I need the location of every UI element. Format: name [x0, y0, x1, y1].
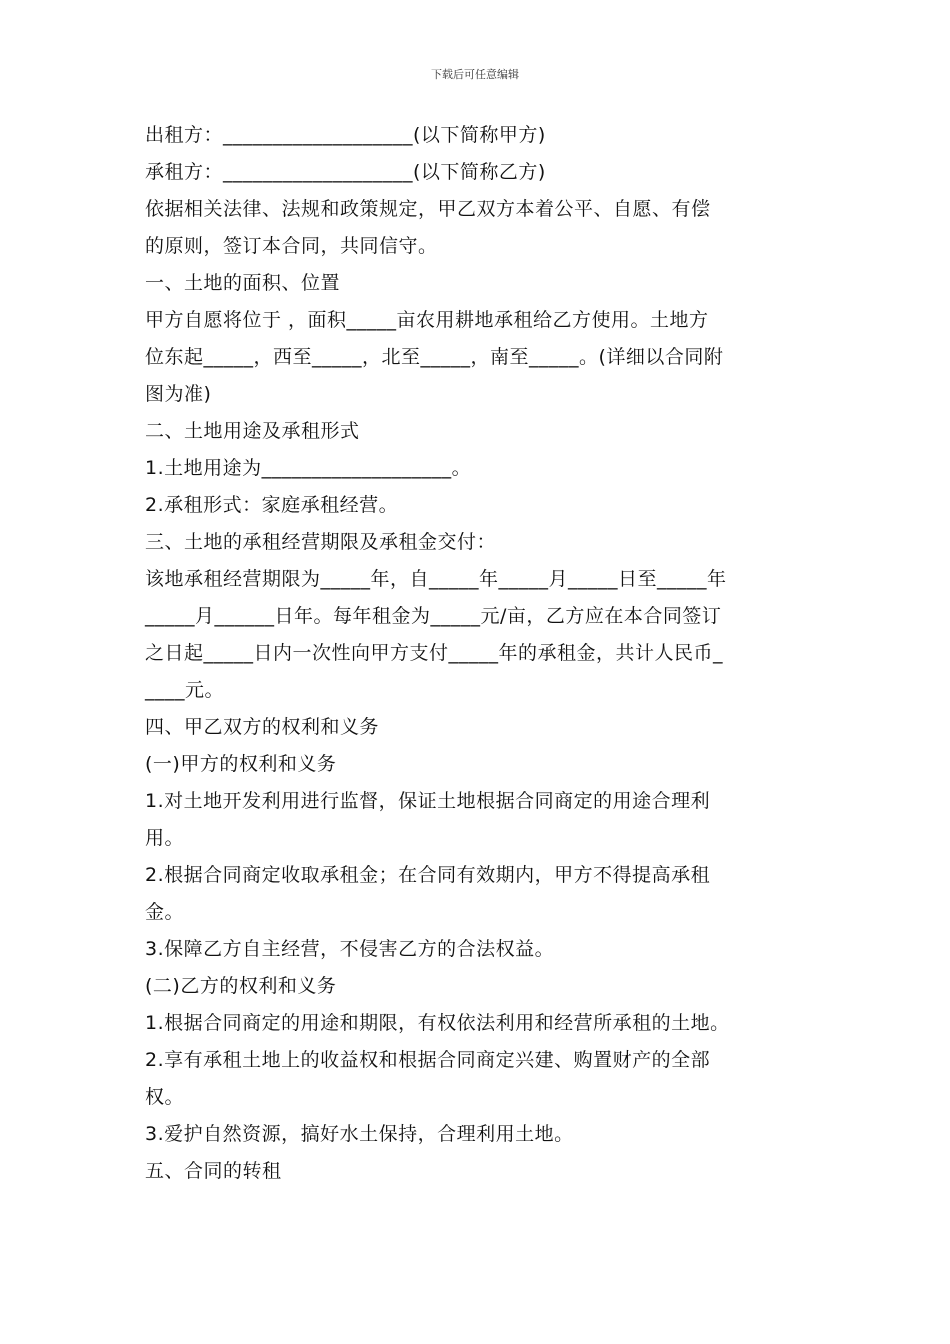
section-4-heading: 四、甲乙双方的权利和义务	[145, 716, 380, 738]
preamble-line-2: 的原则，签订本合同，共同信守。	[145, 235, 438, 257]
subsection-b-item-1: 1.根据合同商定的用途和期限，有权依法利用和经营所承租的土地。	[145, 1012, 730, 1034]
section-1-text-2: 位东起_____，西至_____，北至_____，南至_____。(详细以合同附	[145, 346, 724, 368]
section-3-heading: 三、土地的承租经营期限及承租金交付：	[145, 531, 497, 553]
preamble-line-1: 依据相关法律、法规和政策规定，甲乙双方本着公平、自愿、有偿	[145, 198, 711, 220]
subsection-a-item-2: 2.根据合同商定收取承租金；在合同有效期内，甲方不得提高承租	[145, 864, 711, 886]
section-2-item-2: 2.承租形式：家庭承租经营。	[145, 494, 399, 516]
section-2-heading: 二、土地用途及承租形式	[145, 420, 360, 442]
section-1-heading: 一、土地的面积、位置	[145, 272, 341, 294]
subsection-a-item-2-cont: 金。	[145, 901, 185, 923]
header-note: 下载后可任意编辑	[431, 68, 519, 81]
section-1-text-3: 图为准)	[145, 383, 212, 405]
subsection-a-item-1: 1.对土地开发利用进行监督，保证土地根据合同商定的用途合理利	[145, 790, 711, 812]
subsection-b-item-2-cont: 权。	[145, 1086, 185, 1108]
subsection-b-heading: (二)乙方的权利和义务	[145, 975, 337, 997]
subsection-b-item-2: 2.享有承租土地上的收益权和根据合同商定兴建、购置财产的全部	[145, 1049, 711, 1071]
section-3-text-1: 该地承租经营期限为_____年，自_____年_____月_____日至_____年	[145, 568, 727, 590]
section-1-text-1: 甲方自愿将位于 ，面积_____亩农用耕地承租给乙方使用。土地方	[145, 309, 709, 331]
subsection-a-heading: (一)甲方的权利和义务	[145, 753, 337, 775]
section-2-item-1: 1.土地用途为___________________。	[145, 457, 472, 479]
section-5-heading: 五、合同的转租	[145, 1160, 282, 1182]
lessor-line: 出租方：___________________(以下简称甲方)	[145, 124, 546, 146]
document-body	[145, 117, 813, 1190]
section-3-text-4: ____元。	[145, 679, 225, 701]
section-3-text-2: _____月______日年。每年租金为_____元/亩，乙方应在本合同签订	[145, 605, 722, 627]
subsection-a-item-1-cont: 用。	[145, 827, 185, 849]
lessee-line: 承租方：___________________(以下简称乙方)	[145, 161, 546, 183]
subsection-a-item-3: 3.保障乙方自主经营，不侵害乙方的合法权益。	[145, 938, 555, 960]
subsection-b-item-3: 3.爱护自然资源，搞好水土保持，合理利用土地。	[145, 1123, 574, 1145]
section-3-text-3: 之日起_____日内一次性向甲方支付_____年的承租金，共计人民币_	[145, 642, 724, 664]
